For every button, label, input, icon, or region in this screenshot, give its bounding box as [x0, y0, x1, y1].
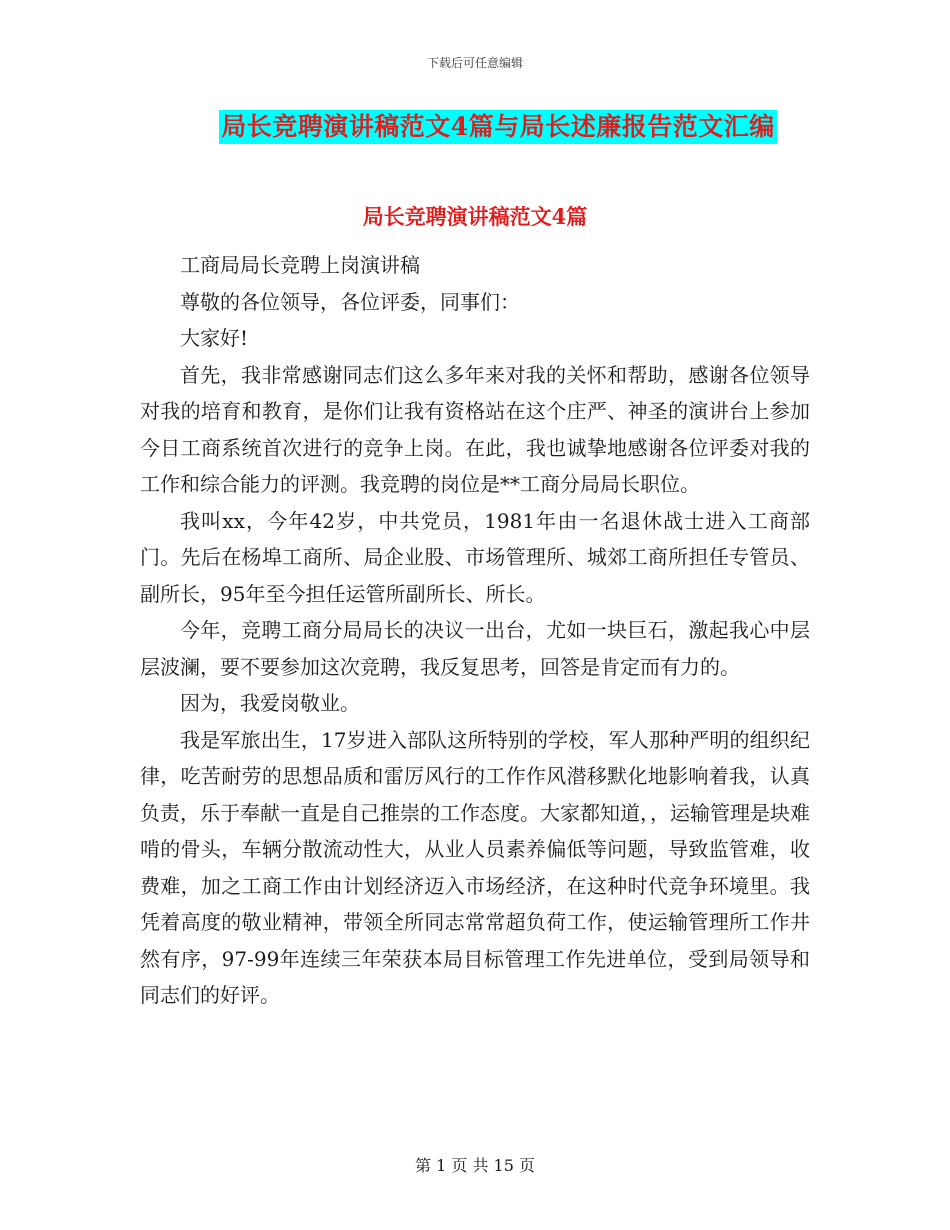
section-title: 局长竞聘演讲稿范文4篇 [362, 204, 588, 229]
main-title-container [0, 110, 950, 144]
paragraph-salutation: 尊敬的各位领导，各位评委，同事们： [180, 289, 520, 314]
document-main-title: 局长竞聘演讲稿范文4篇与局长述廉报告范文汇编 [219, 110, 776, 144]
page-header-note: 下载后可任意编辑 [426, 56, 523, 70]
paragraph-decision: 今年，竞聘工商分局局长的决议一出台，尤如一块巨石，激起我心中层层波澜，要不要参加这次竞聘，我反复思考，回答是肯定而有力的。 [140, 618, 810, 679]
paragraph-background: 我是军旅出生，17岁进入部队这所特别的学校，军人那种严明的组织纪律，吃苦耐劳的思想品质和雷厉风行的工作作风潜移默化地影响着我，认真负责，乐于奉献一直是自己推崇的工作态度。大家都知道，，运输管理是块难啃的骨头，车辆分散流动性大，从业人员素养偏低等问题，导致监管难，收费难，加之工商工作由计划经济迈入市场经济，在这种时代竞争环境里。我凭着高度的敬业精神，带领全所同志常常超负荷工作，使运输管理所工作井然有序，97-99年连续三年荣获本局目标管理工作先进单位，受到局领导和同志们的好评。 [140, 727, 810, 1007]
paragraph-reason: 因为，我爱岗敬业。 [180, 691, 360, 715]
paragraph-speech-title: 工商局局长竞聘上岗演讲稿 [180, 253, 420, 277]
paragraph-thanks: 首先，我非常感谢同志们这么多年来对我的关怀和帮助，感谢各位领导对我的培育和教育，是你们让我有资格站在这个庄严、神圣的演讲台上参加今日工商系统首次进行的竞争上岗。在此，我也诚挚地感谢各位评委对我的工作和综合能力的评测。我竞聘的岗位是**工商分局局长职位。 [140, 362, 810, 496]
document-body [140, 247, 810, 1014]
page-footer-number: 第 1 页 共 15 页 [415, 1156, 535, 1175]
paragraph-greeting: 大家好! [180, 326, 249, 350]
paragraph-introduction: 我叫xx，今年42岁，中共党员，1981年由一名退休战士进入工商部门。先后在杨埠工商所、局企业股、市场管理所、城郊工商所担任专管员、副所长，95年至今担任运管所副所长、所长。 [140, 508, 810, 606]
